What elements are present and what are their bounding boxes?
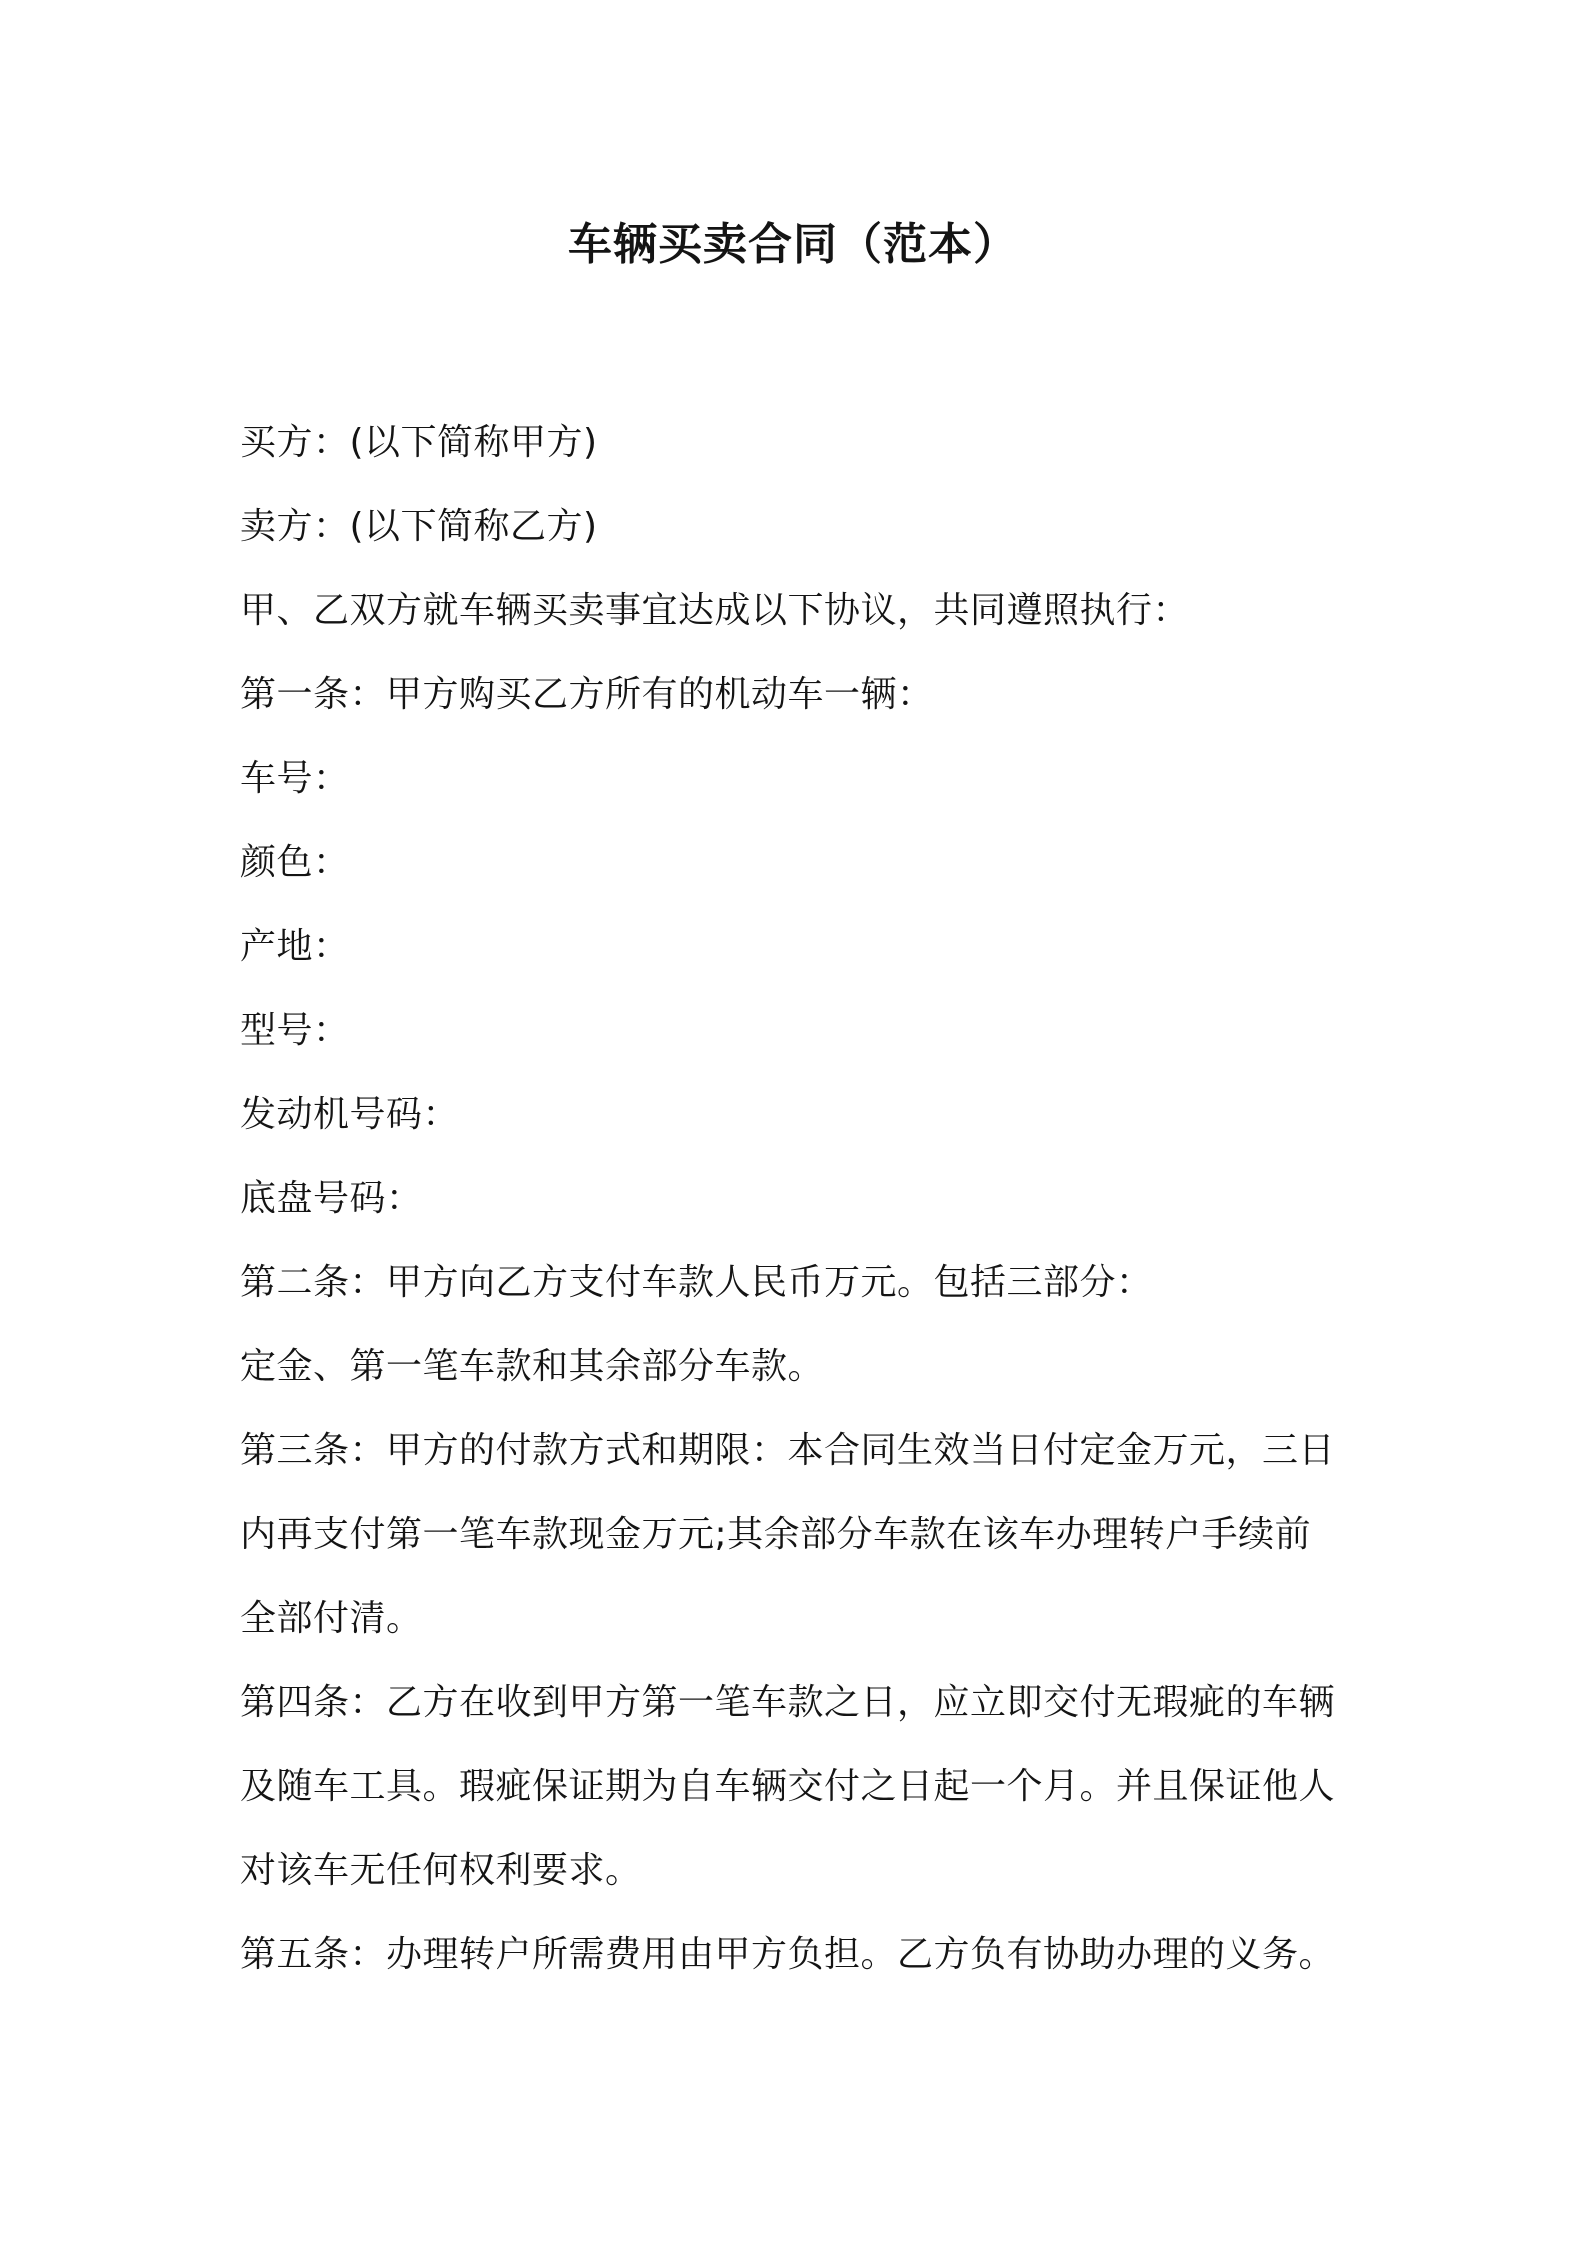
buyer-line: 买方：(以下简称甲方) <box>240 422 598 463</box>
chassis-number-line: 底盘号码： <box>240 1178 423 1219</box>
article-4-line-1: 第四条：乙方在收到甲方第一笔车款之日，应立即交付无瑕疵的车辆 <box>240 1682 1336 1723</box>
model-line: 型号： <box>240 1010 350 1051</box>
seller-line: 卖方：(以下简称乙方) <box>240 506 598 547</box>
color-line: 颜色： <box>240 842 350 883</box>
document-body <box>240 401 1360 1997</box>
agreement-intro-line: 甲、乙双方就车辆买卖事宜达成以下协议，共同遵照执行： <box>240 590 1190 631</box>
plate-number-line: 车号： <box>240 758 350 799</box>
article-1-line: 第一条：甲方购买乙方所有的机动车一辆： <box>240 674 934 715</box>
article-5-line: 第五条：办理转户所需费用由甲方负担。乙方负有协助办理的义务。 <box>240 1934 1336 1975</box>
article-3-line-3: 全部付清。 <box>240 1598 423 1639</box>
engine-number-line: 发动机号码： <box>240 1094 460 1135</box>
origin-line: 产地： <box>240 926 350 967</box>
article-3-line-1: 第三条：甲方的付款方式和期限：本合同生效当日付定金万元，三日 <box>240 1430 1336 1471</box>
article-4-line-2: 及随车工具。瑕疵保证期为自车辆交付之日起一个月。并且保证他人 <box>240 1766 1336 1807</box>
document-title: 车辆买卖合同（范本） <box>568 219 1018 270</box>
article-3-line-2: 内再支付第一笔车款现金万元;其余部分车款在该车办理转户手续前 <box>240 1514 1312 1555</box>
article-2-line: 第二条：甲方向乙方支付车款人民币万元。包括三部分： <box>240 1262 1153 1303</box>
article-4-line-3: 对该车无任何权利要求。 <box>240 1850 642 1891</box>
article-2-continued-line: 定金、第一笔车款和其余部分车款。 <box>240 1346 825 1387</box>
